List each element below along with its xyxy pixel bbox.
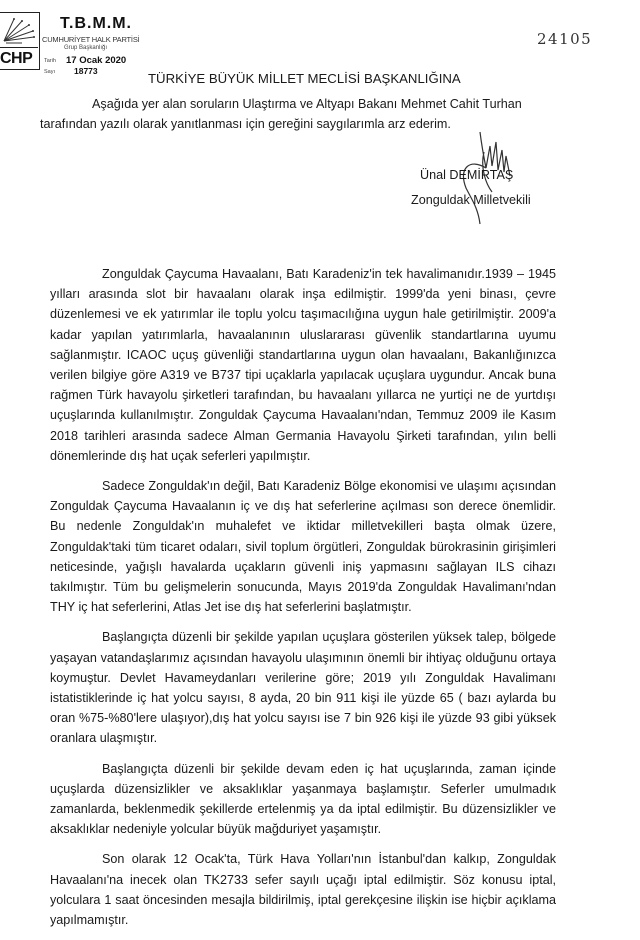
paragraph: Başlangıçta düzenli bir şekilde yapılan uçuşlara gösterilen yüksek talep, bölgede yaşayan vatandaşlarımız açısından havayolu ulaşımının önemli bir ihtiyaç olduğunu ortaya koymuştur. Devlet Havameydanları verilerine göre; 2019 yılı Zonguldak Havalimanı istatistiklerinde iç hat yolcu sayısı, 8 ayda, 20 bin 911 kişi ile yüzde 65 ( bazı aylarda bu oran %75-%80'lere ulaşıyor),dış hat yolcu sayısı ise 7 bin 926 kişi ile yüzde 93 gibi yüksek oranlara ulaşmıştır. xyxy=(50,630,556,746)
signatory-name: Ünal DEMİRTAŞ xyxy=(420,168,514,182)
logo-text: CHP xyxy=(0,50,33,67)
stamp-date-label: Tarih xyxy=(44,58,56,64)
paragraph: Sadece Zonguldak'ın değil, Batı Karadeniz Bölge ekonomisi ve ulaşımı açısından Zonguldak Çaycuma Havaalanın iç ve dış hat seferlerine açılması son derece önemlidir. Bu nedenle Zonguldak'ın muhalefet ve iktidar milletvekilleri başta olmak üzere, Zonguldak'taki tüm ticaret odaları, sivil toplum örgütleri, Zonguldak bürokrasinin girişimleri neticesinde, yağışlı havalarda uçakların güvenli iniş yapmasını sağlayan ILS cihazı takılmıştır. Tüm bu gelişmelerin sonucunda, Mayıs 2019'da Zonguldak Havalimanı'ndan THY iç hat seferlerini, Atlas Jet ise dış hat seferlerini başlatmıştır. xyxy=(50,479,556,615)
paragraph: Başlangıçta düzenli bir şekilde devam eden iç hat uçuşlarında, zaman içinde uçuşlarda düzensizlikler ve aksaklıklar yaşanmaya başlamıştır. Seferler umulmadık zamanlarda, beklenmedik şekillerde ertelenmiş ya da iptal edilmiştir. Bu düzensizlikler ve aksaklıklar nedeniyle yolcular büyük mağduriyet yaşamıştır. xyxy=(50,761,556,837)
document-body xyxy=(50,264,556,940)
stamp-party-name: CUMHURİYET HALK PARTİSİ xyxy=(42,35,140,44)
document-heading: TÜRKİYE BÜYÜK MİLLET MECLİSİ BAŞKANLIĞINA xyxy=(148,71,461,86)
intro-line-1: Aşağıda yer alan soruların Ulaştırma ve Altyapı Bakanı Mehmet Cahit Turhan xyxy=(92,97,522,111)
paragraph: Son olarak 12 Ocak'ta, Türk Hava Yolları'nın İstanbul'dan kalkıp, Zonguldak Havaalanı'na inecek olan TK2733 sefer sayılı uçağı iptal edilmiştir. Söz konusu iptal, yolculara 1 saat öncesinden mesajla bildirilmiş, iptal gerekçesine ilişkin ise hiçbir açıklama yapılmamıştır. xyxy=(50,852,556,928)
stamp-number-label: Sayı xyxy=(44,69,56,75)
stamp-date: 17 Ocak 2020 xyxy=(66,55,127,66)
stamp-number: 18773 xyxy=(74,66,98,76)
paragraph: Zonguldak Çaycuma Havaalanı, Batı Karadeniz'in tek havalimanıdır.1939 – 1945 yılları arasında slot bir havaalanı olarak inşa edilmiştir. 1999'da yeni binası, çevre düzenlemesi ve ek yatırımlar ile toplu yolcu taşımacılığına uygun hale getirilmiştir. 2009'a kadar yapılan yatırımlarla, havaalanının uluslararası güvenlik standartlarına uyumu sağlanmıştır. ICAOC uçuş güvenliği standartlarına uygun olan havaalanı, Bakanlığınızca verilen bilgiye göre A319 ve B737 tipi uçaklarla yapılacak uçuşlara uygundur. Ancak buna rağmen Türk havayolu şirketleri tarafından, bu havaalanı yıllarca ne yurtiçi ne de yurtdışı uçuşlarında kullanılmıştır. Zonguldak Çaycuma Havaalanı'ndan, Temmuz 2009 ile Kasım 2018 tarihleri arasında sadece Alman Germania Havayolu Şirketi tarafından, yılın belli dönemlerinde dış hat uçak seferleri yapılmıştır. xyxy=(50,267,556,463)
chp-logo xyxy=(0,12,40,70)
document-number: 24105 xyxy=(537,30,593,48)
stamp-group: Grup Başkanlığı xyxy=(64,45,108,51)
signatory-title: Zonguldak Milletvekili xyxy=(411,193,531,207)
intro-line-2: tarafından yazılı olarak yanıtlanması için gereğini saygılarımla arz ederim. xyxy=(40,117,451,131)
party-emblem-icon xyxy=(0,13,38,48)
stamp-title: T.B.M.M. xyxy=(60,15,132,32)
